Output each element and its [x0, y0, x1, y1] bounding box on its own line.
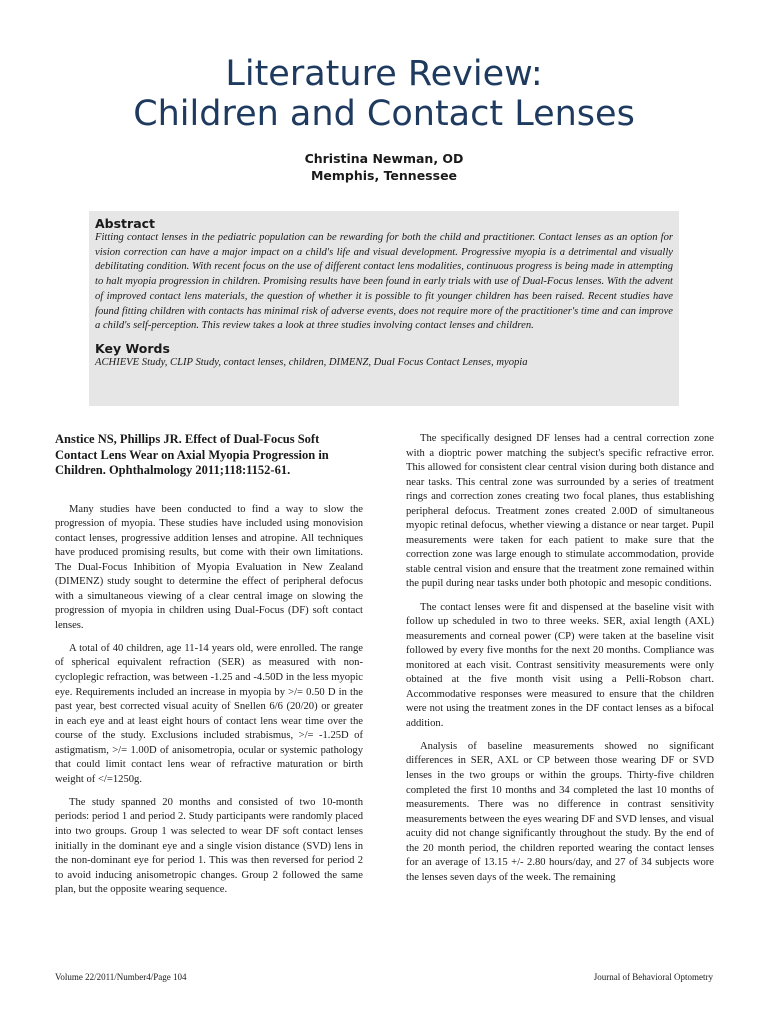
- article-title-line-2: Children and Contact Lenses: [133, 94, 635, 134]
- right-column: [406, 432, 714, 894]
- body-paragraph: The specifically designed DF lenses had a central correction zone with a dioptric power matching the subject's specific refractive error. This allowed for consistent clear central vision during both distance and near tasks. This central zone was surrounded by a series of treatment rings and correction zones creating two focal planes, thus establishing peripheral defocus. Treatment zones created 2.00D of simultaneous myopic retinal defocus, whether viewing a distance or near target. Pupil measurements were taken for each patient to make sure that the correction zone was large enough to stimulate accommodation, provide stable central vision and ensure that the treatment zone remained within the pupil during near tasks under both photopic and mesopic conditions.: [406, 433, 714, 590]
- body-paragraph: A total of 40 children, age 11-14 years old, were enrolled. The range of spherical equivalent refraction (SER) as measured with non-cycloplegic refraction, was between -1.25 and -4.50D in the less myopic eye. Requirements included an increase in myopia by >/= 0.50 D in the past year, best corrected visual acuity of Snellen 6/6 (20/20) or greater in each eye and at least eight hours of contact lens wear time over the course of the study. Exclusions included strabismus, >/= -1.25D of astigmatism, >/= 1.00D of anisometropia, ocular or systemic pathology that could limit contact lens wear of refractive maturation or birth weight of </=1250g.: [55, 642, 363, 785]
- abstract-box: [89, 211, 679, 406]
- abstract-heading: Abstract: [95, 216, 156, 231]
- left-column: [55, 432, 363, 906]
- author-location: Memphis, Tennessee: [310, 168, 458, 183]
- body-paragraph: The contact lenses were fit and dispensed at the baseline visit with follow up scheduled in two to three weeks. SER, axial length (AXL) measurements and corneal power (CP) were taken at the baseline visit followed by every five months for the next 20 months. Compliance was monitored at each visit. Contrast sensitivity measurements were only obtained at the five month visit using a Pelli-Robson chart. Accommodative responses were measured to ensure that the children were not using the treatment zones in the DF contact lenses as a bifocal addition.: [406, 601, 714, 729]
- body-paragraph: Many studies have been conducted to find a way to slow the progression of myopia. These studies have included using monovision contact lenses, progressive addition lenses and atropine. All techniques have produced promising results, but come with their own limitations. The Dual-Focus Inhibition of Myopia Evaluation in New Zealand (DIMENZ) study sought to determine the effect of peripheral defocus with a simultaneous viewing of a clear central image on slowing the progression of myopia in children using Dual-Focus (DF) soft contact lenses.: [55, 503, 363, 631]
- footer-journal-name: Journal of Behavioral Optometry: [593, 972, 713, 982]
- abstract-text: Fitting contact lenses in the pediatric population can be rewarding for both the child and practitioner. Contact lenses as an option for vision correction can have a major impact on a child's life and visual development. Progressive myopia is a detrimental and visually debilitating condition. With recent focus on the use of different contact lens modalities, continuous progress is being made in attempting to halt myopia progression in children. Promising results have been found in early trials with use of Dual-Focus lenses. With the advent of improved contact lens materials, the question of whether it is possible to fit younger children has been raised. Recent studies have found fitting children with contacts has minimal risk of adverse events, does not require more of the practitioner's time and can improve a child's self-perception. This review takes a look at three studies involving contact lenses and children.: [95, 232, 673, 332]
- body-paragraph: Analysis of baseline measurements showed no significant differences in SER, AXL or CP between those wearing DF or SVD lenses in the two groups or within the groups. Thirty-five children completed the first 10 months and 34 completed the last 10 months of measurements. There was no difference in contrast sensitivity measurements between the eyes wearing DF and SVD lenses, and visual acuity did not change significantly throughout the study. By the end of the 20 month period, the children reported wearing the contact lenses for an average of 13.15 +/- 2.80 hours/day, and 27 of 34 subjects wore the lenses seven days of the week. The remaining: [406, 740, 714, 883]
- body-paragraph: The study spanned 20 months and consisted of two 10-month periods: period 1 and period 2. Study participants were randomly placed into two groups. Group 1 was selected to wear DF soft contact lenses initially in the dominant eye and a single vision distance (SVD) lens in the non-dominant eye for period 1. This was then reversed for period 2 to avoid inducing anisometropic changes. Group 2 followed the same plan, but the opposite wearing sequence.: [55, 796, 363, 896]
- article-title-line-1: Literature Review:: [225, 54, 543, 94]
- keywords-text: ACHIEVE Study, CLIP Study, contact lenses, children, DIMENZ, Dual Focus Contact Lenses, myopia: [95, 356, 528, 368]
- footer-volume-info: Volume 22/2011/Number4/Page 104: [55, 972, 187, 982]
- keywords-heading: Key Words: [95, 340, 170, 356]
- article-title: [0, 54, 768, 134]
- author-name: Christina Newman, OD: [304, 151, 464, 166]
- reference-heading: Anstice NS, Phillips JR. Effect of Dual-Focus Soft Contact Lens Wear on Axial Myopia Progression in Children. Ophthalmology 2011;118:1152-61.: [55, 432, 329, 477]
- byline: [0, 150, 768, 184]
